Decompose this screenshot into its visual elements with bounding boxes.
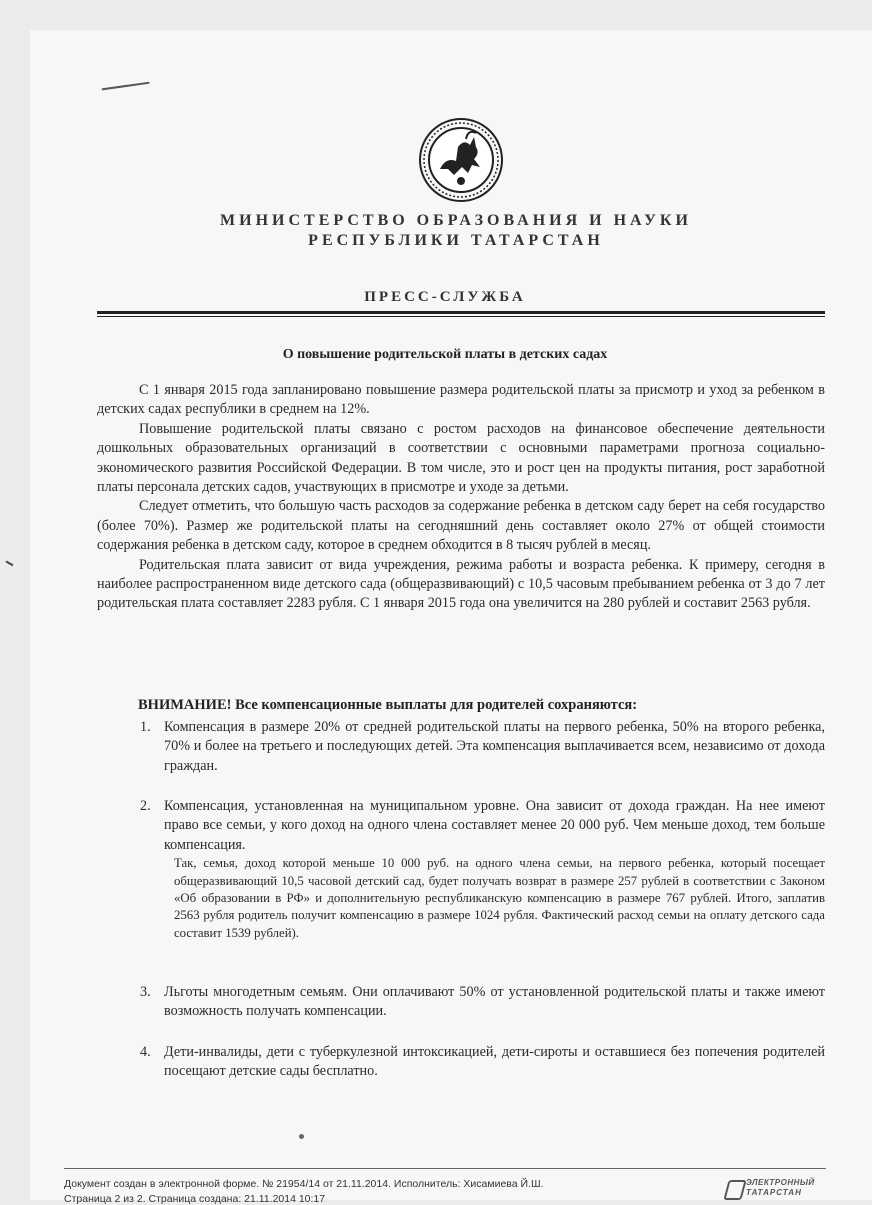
header-rule-thin bbox=[97, 316, 825, 317]
list-item bbox=[97, 797, 825, 942]
article-body bbox=[97, 381, 825, 614]
electronic-tatarstan-logo bbox=[726, 1178, 822, 1200]
press-service-heading: ПРЕСС-СЛУЖБА bbox=[364, 289, 526, 305]
list-item-text: Компенсация в размере 20% от средней родительской платы на первого ребенка, 50% на второго ребенка, 70% и более на третьего и последующих детей. Эта компенсация выплачивается всем, независимо от дохода граждан. bbox=[164, 719, 825, 774]
list-item-text: Компенсация, установленная на муниципальном уровне. Она зависит от дохода граждан. На нее имеют право все семьи, у кого доход на одного члена составляет менее 20 000 руб. Чем меньше доход, тем больше компенсация. bbox=[164, 798, 825, 853]
document-page bbox=[30, 30, 872, 1200]
list-item-number: 1. bbox=[140, 719, 151, 735]
article-title: О повышение родительской платы в детских садах bbox=[282, 347, 608, 362]
logo-text-line2: ТАТАРСТАН bbox=[746, 1188, 802, 1197]
paragraph: Повышение родительской платы связано с ростом расходов на финансовое обеспечение деятельности дошкольных образовательных организаций в соответствии с основными параметрами прогноза социально-экономического развития Российской Федерации. В том числе, это и рост цен на продукты питания, рост заработной платы персонала детских садов, участвующих в присмотре и уходе за детьми. bbox=[97, 420, 825, 496]
list-item-number: 2. bbox=[140, 798, 151, 814]
ministry-name-line2: РЕСПУБЛИКИ ТАТАРСТАН bbox=[308, 232, 604, 249]
pen-mark-margin bbox=[3, 561, 14, 572]
electronic-tatarstan-logo-icon bbox=[723, 1180, 746, 1200]
header-rule-thick bbox=[97, 311, 825, 314]
footer-page-info: Страница 2 из 2. Страница создана: 21.11.2014 10:17 bbox=[64, 1193, 326, 1205]
list-item-text: Дети-инвалиды, дети с туберкулезной интоксикацией, дети-сироты и оставшиеся без попечения родителей посещают детские сады бесплатно. bbox=[164, 1044, 825, 1080]
ministry-name-line1: МИНИСТЕРСТВО ОБРАЗОВАНИЯ И НАУКИ bbox=[220, 212, 692, 229]
paragraph: Родительская плата зависит от вида учреждения, режима работы и возраста ребенка. К примеру, сегодня в наиболее распространенном виде детского сада (общеразвивающий) с 10,5 часовым пребыванием ребенка от 3 до 7 лет родительская плата составляет 2283 рубля. С 1 января 2015 года она увеличится на 280 рублей и составит 2563 рубля. bbox=[97, 556, 825, 612]
paragraph: Следует отметить, что большую часть расходов за содержание ребенка в детском саду берет на себя государство (более 70%). Размер же родительской платы на сегодняшний день составляет около 27% от общей стоимости содержания ребенка в детском саду, которое в среднем обходится в 8 тысяч рублей в месяц. bbox=[97, 498, 825, 554]
footer-document-info: Документ создан в электронной форме. № 21954/14 от 21.11.2014. Исполнитель: Хисамиева Й.Ш. bbox=[64, 1178, 544, 1190]
logo-text-line1: ЭЛЕКТРОННЫЙ bbox=[746, 1178, 815, 1187]
attention-heading: ВНИМАНИЕ! Все компенсационные выплаты для родителей сохраняются: bbox=[138, 697, 638, 713]
list-item bbox=[97, 1043, 825, 1082]
list-item-text: Льготы многодетным семьям. Они оплачивают 50% от установленной родительской платы и также имеют возможность получать компенсации. bbox=[164, 984, 825, 1020]
list-item-example-note: Так, семья, доход которой меньше 10 000 руб. на одного члена семьи, на первого ребенка, который посещает общеразвивающий 10,5 часовой детский сад, будет получать возврат в размере 257 рублей в соответствии с Законом «Об образовании в РФ» и дополнительную республиканскую компенсацию в размере 767 рублей. Итого, заплатив 2563 рубля родитель получит компенсацию в размере 1024 рубля. Фактический расход семьи на оплату детского сада составит 1539 рублей). bbox=[174, 856, 825, 940]
ink-dot bbox=[299, 1134, 304, 1139]
list-item bbox=[97, 983, 825, 1022]
paragraph: С 1 января 2015 года запланировано повышение размера родительской платы за присмотр и уход за ребенком в детских садах республики в среднем на 12%. bbox=[97, 382, 825, 418]
list-item bbox=[97, 718, 825, 776]
footer-rule bbox=[64, 1168, 826, 1169]
list-item-number: 3. bbox=[140, 984, 151, 1000]
tatarstan-emblem-icon bbox=[418, 117, 504, 203]
list-item-number: 4. bbox=[140, 1044, 151, 1060]
